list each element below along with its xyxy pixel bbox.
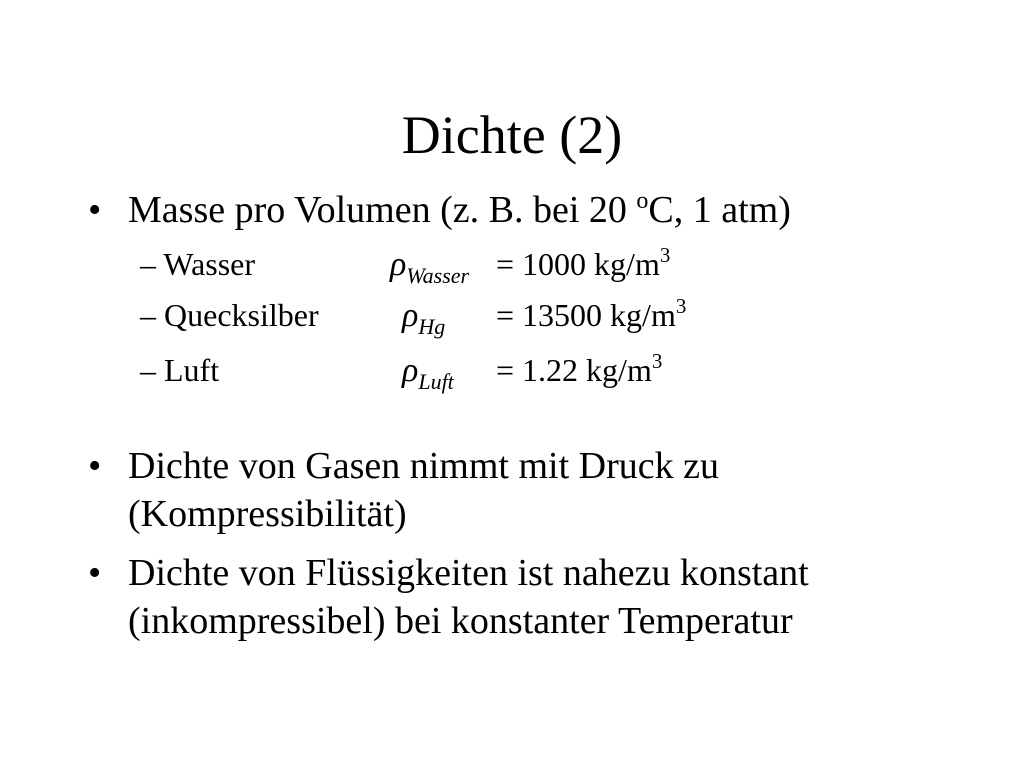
- density-symbol: [402, 348, 454, 396]
- unit-exponent: 3: [659, 243, 671, 267]
- bullet-text-end: C, 1 atm): [648, 189, 791, 231]
- bullet-line-2: (Kompressibilität): [128, 493, 407, 535]
- substance-label: [140, 348, 219, 392]
- bullet-text: [128, 186, 791, 239]
- rho-symbol: ρ: [402, 352, 419, 389]
- dash-marker: –: [140, 297, 156, 333]
- substance-label: [140, 293, 319, 337]
- bullet-marker: •: [88, 445, 102, 487]
- rho-subscript: Luft: [418, 369, 454, 394]
- density-symbol: [390, 242, 469, 290]
- density-value: [496, 293, 686, 341]
- substance-row-quecksilber: [140, 293, 840, 337]
- density-value: [496, 348, 662, 396]
- density-value: [496, 242, 670, 290]
- bullet-liquid-density: [88, 549, 988, 645]
- substance-row-luft: [140, 348, 840, 392]
- bullet-mass-per-volume: [88, 186, 988, 234]
- substance-name: Luft: [164, 352, 220, 388]
- rho-symbol: ρ: [390, 246, 407, 283]
- dash-marker: –: [140, 246, 156, 282]
- rho-subscript: Hg: [418, 314, 446, 339]
- unit-exponent: 3: [651, 349, 663, 373]
- bullet-gas-density: [88, 442, 988, 538]
- unit-exponent: 3: [675, 294, 687, 318]
- degree-superscript: o: [636, 188, 649, 214]
- substance-row-wasser: [140, 242, 840, 286]
- bullet-text: [128, 442, 719, 538]
- bullet-line-1: Dichte von Flüssigkeiten ist nahezu konstant: [128, 552, 809, 594]
- rho-symbol: ρ: [402, 297, 419, 334]
- slide-title: Dichte (2): [401, 105, 623, 165]
- substance-label: [140, 242, 255, 286]
- bullet-text: [128, 549, 809, 645]
- bullet-marker: •: [88, 552, 102, 594]
- substance-name: Quecksilber: [164, 297, 319, 333]
- dash-marker: –: [140, 352, 156, 388]
- density-symbol: [402, 293, 445, 341]
- bullet-line-2: (inkompressibel) bei konstanter Temperatur: [128, 600, 793, 642]
- bullet-line-1: Dichte von Gasen nimmt mit Druck zu: [128, 445, 719, 487]
- density-value-text: = 1.22 kg/m: [496, 352, 652, 388]
- substance-name: Wasser: [163, 246, 256, 282]
- density-value-text: = 13500 kg/m: [496, 297, 676, 333]
- density-value-text: = 1000 kg/m: [496, 246, 660, 282]
- bullet-text-start: Masse pro Volumen (z. B. bei 20: [128, 189, 637, 231]
- rho-subscript: Wasser: [406, 263, 470, 288]
- bullet-marker: •: [88, 189, 102, 231]
